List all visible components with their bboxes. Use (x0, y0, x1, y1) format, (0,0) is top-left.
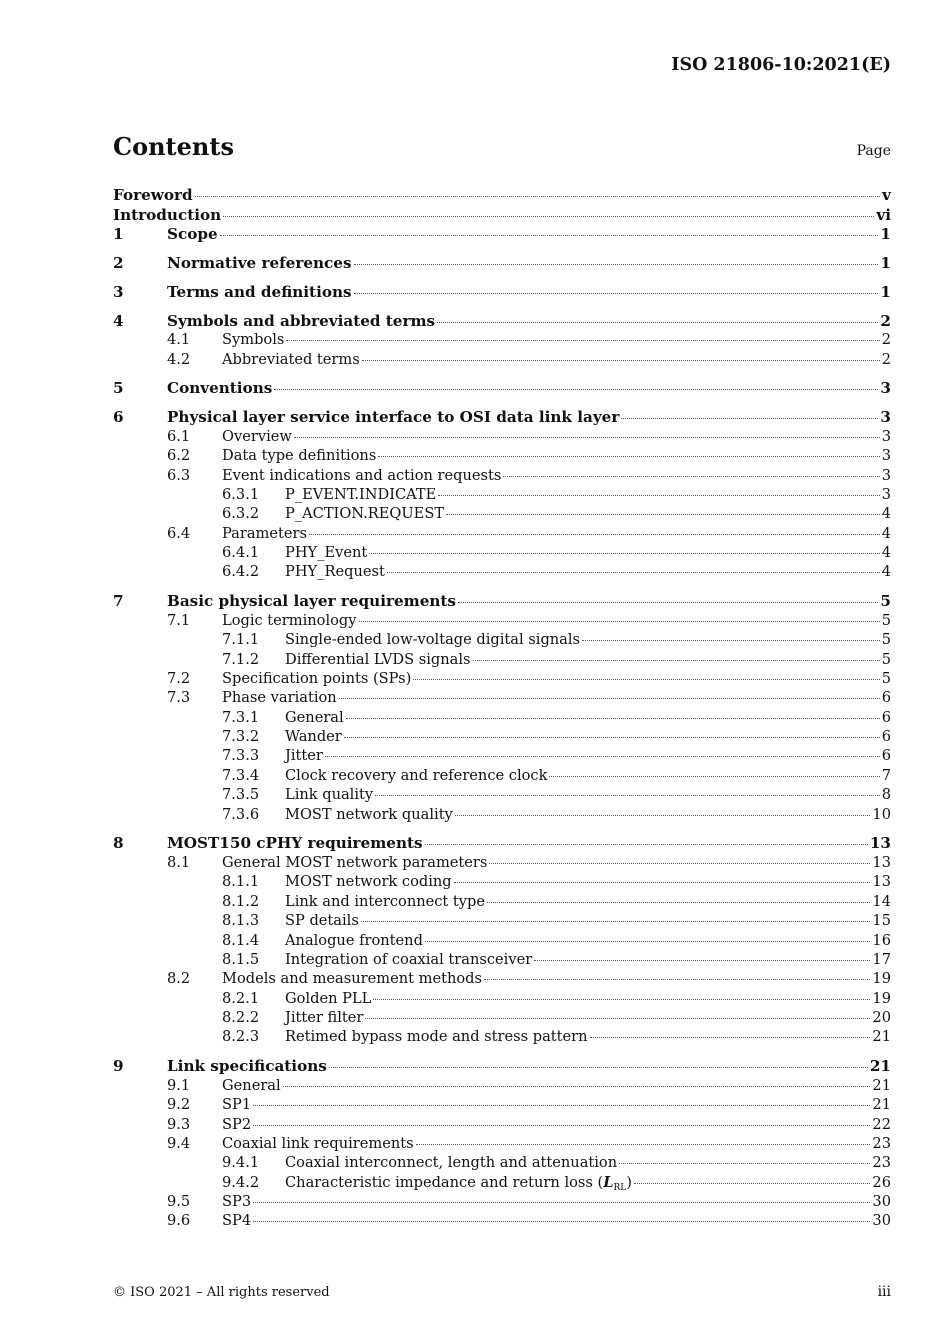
toc-entry[interactable] (113, 786, 891, 805)
toc-entry-page: 2 (881, 350, 891, 368)
toc-entry-number: 6.4.1 (222, 544, 260, 562)
toc-entry[interactable] (113, 728, 891, 747)
toc-entry-number: 8.1.4 (222, 931, 260, 949)
toc-entry-number: 2 (113, 253, 124, 272)
toc-entry[interactable] (113, 544, 891, 563)
toc-entry-page: 3 (880, 408, 891, 427)
toc-entry-number: 1 (113, 225, 124, 243)
toc-entry[interactable] (113, 505, 891, 524)
toc-entry-page: 5 (880, 592, 891, 611)
toc-entry-number: 7.3.4 (222, 766, 260, 784)
toc-entry-page: 3 (881, 466, 891, 484)
toc-entry-number: 5 (113, 379, 124, 398)
toc-entry-number: 9.4.1 (222, 1154, 260, 1172)
toc-entry-number: 7.3.3 (222, 747, 260, 765)
dot-leader (373, 999, 870, 1000)
toc-entry[interactable] (113, 486, 891, 505)
toc-entry-title: Introduction (113, 205, 222, 224)
toc-entry-page: 4 (881, 563, 891, 581)
toc-entry-page: 13 (869, 834, 891, 853)
toc-entry-number: 8 (113, 834, 124, 853)
toc-entry[interactable] (113, 747, 891, 766)
toc-entry-title: SP details (285, 912, 359, 930)
toc-entry[interactable] (113, 709, 891, 728)
toc-entry-title: Event indications and action requests (222, 466, 502, 484)
toc-entry-number: 6.2 (167, 447, 191, 465)
toc-entry-page: 5 (881, 611, 891, 629)
dot-leader (283, 1086, 871, 1087)
toc-entry-number: 7.3 (167, 689, 191, 707)
toc-entry-title: Retimed bypass mode and stress pattern (285, 1028, 588, 1046)
toc-entry-title: MOST network quality (285, 805, 453, 823)
toc-entry-title: Wander (285, 728, 342, 746)
toc-entry[interactable] (113, 689, 891, 708)
dot-leader (446, 514, 880, 515)
toc-entry-title: Symbols and abbreviated terms (167, 311, 436, 330)
toc-entry[interactable] (113, 854, 891, 873)
toc-entry-page: 21 (872, 1096, 891, 1114)
toc-entry-page: 5 (881, 631, 891, 649)
toc-entry-page: 6 (881, 689, 891, 707)
dot-leader (590, 1037, 871, 1038)
toc-entry-title: Basic physical layer requirements (167, 592, 456, 611)
toc-entry-title: PHY_Request (285, 563, 385, 581)
toc-entry-title: Data type definitions (222, 447, 377, 465)
toc-entry[interactable] (113, 1154, 891, 1173)
toc-entry[interactable] (113, 447, 891, 466)
toc-entry-number: 6.3.1 (222, 485, 260, 503)
toc-entry[interactable] (113, 1135, 891, 1154)
toc-entry[interactable] (113, 1028, 891, 1047)
dot-leader (473, 660, 880, 661)
toc-entry-title: Parameters (222, 524, 307, 542)
toc-entry-title: Coaxial interconnect, length and attenuation (285, 1154, 618, 1172)
toc-entry[interactable] (113, 206, 891, 226)
toc-entry-number: 7.3.1 (222, 708, 260, 726)
toc-entry-title: Link specifications (167, 1057, 327, 1076)
toc-entry-title: P_ACTION.REQUEST (285, 505, 445, 523)
toc-entry-number: 8.2.3 (222, 1028, 260, 1046)
dot-leader (487, 902, 870, 903)
toc-entry[interactable] (113, 1096, 891, 1115)
toc-entry-title: Normative references (167, 253, 352, 272)
toc-entry-number: 8.1.2 (222, 892, 260, 910)
toc-entry-title: MOST150 cPHY requirements (167, 834, 423, 853)
dot-leader (274, 389, 878, 390)
toc-entry-title: Conventions (167, 379, 273, 398)
toc-entry[interactable] (113, 467, 891, 486)
toc-entry-title: Terms and definitions (167, 282, 352, 301)
toc-entry-title: Overview (222, 427, 292, 445)
toc-entry-number: 6.1 (167, 427, 191, 445)
toc-entry-page: 8 (881, 786, 891, 804)
toc-entry[interactable] (113, 670, 891, 689)
dot-leader (361, 921, 871, 922)
dot-leader (454, 882, 871, 883)
toc-entry-title: Phase variation (222, 689, 337, 707)
toc-entry-number: 7.2 (167, 669, 191, 687)
toc-entry-title: Specification points (SPs) (222, 669, 412, 687)
toc-entry-number: 9 (113, 1057, 124, 1076)
toc-entry[interactable] (113, 1077, 891, 1096)
toc-entry-page: 15 (872, 912, 891, 930)
toc-entry-title: SP2 (222, 1115, 252, 1133)
toc-entry-page: 30 (872, 1212, 891, 1230)
toc-entry-page: 16 (872, 931, 891, 949)
toc-entry-number: 4.2 (167, 350, 191, 368)
dot-leader (437, 322, 878, 323)
dot-leader (503, 476, 879, 477)
toc-entry-page: 1 (880, 225, 891, 243)
toc-entry[interactable] (113, 806, 891, 825)
toc-entry-page: 30 (872, 1193, 891, 1211)
toc-entry[interactable] (113, 970, 891, 989)
toc-entry-page: 13 (872, 873, 891, 891)
toc-entry-number: 4.1 (167, 331, 191, 349)
toc-entry[interactable] (113, 379, 891, 399)
toc-entry-page: 14 (872, 892, 891, 910)
toc-entry[interactable] (113, 834, 891, 854)
toc-entry[interactable] (113, 990, 891, 1009)
toc-entry[interactable] (113, 873, 891, 892)
dot-leader (387, 572, 880, 573)
toc-entry-number: 4 (113, 311, 124, 330)
dot-leader (354, 264, 879, 265)
toc-entry[interactable] (113, 612, 891, 631)
toc-entry-number: 9.1 (167, 1076, 191, 1094)
dot-leader (253, 1105, 870, 1106)
toc-entry[interactable] (113, 767, 891, 786)
toc-entry-number: 8.1.1 (222, 873, 260, 891)
toc-entry[interactable] (113, 651, 891, 670)
toc-entry-number: 6.4 (167, 524, 191, 542)
toc-entry-page: 20 (872, 1009, 891, 1027)
toc-entry-page: 7 (881, 766, 891, 784)
toc-entry-title: SP1 (222, 1096, 252, 1114)
dot-leader (195, 196, 881, 197)
toc-entry-number: 6 (113, 408, 124, 427)
dot-leader (339, 698, 880, 699)
dot-leader (354, 293, 879, 294)
toc-entry[interactable] (113, 186, 891, 206)
toc-entry-number: 7.1.2 (222, 650, 260, 668)
dot-leader (286, 340, 879, 341)
toc-entry[interactable] (113, 1009, 891, 1028)
dot-leader (362, 360, 880, 361)
toc-entry-number: 6.4.2 (222, 563, 260, 581)
toc-entry-page: 23 (872, 1154, 891, 1172)
dot-leader (484, 979, 870, 980)
toc-entry-page: 17 (872, 950, 891, 968)
page-column-label: Page (856, 143, 891, 159)
toc-entry[interactable] (113, 1212, 891, 1231)
toc-entry-page: 3 (881, 427, 891, 445)
dot-leader (416, 1144, 871, 1145)
dot-leader (375, 795, 880, 796)
toc-entry-title: General (285, 708, 344, 726)
toc-entry-number: 6.3 (167, 466, 191, 484)
dot-leader (413, 679, 879, 680)
toc-entry[interactable] (113, 563, 891, 582)
toc-entry-number: 6.3.2 (222, 505, 260, 523)
toc-entry-title: Link and interconnect type (285, 892, 486, 910)
toc-entry-title: Jitter filter (285, 1009, 364, 1027)
toc-entry-number: 7 (113, 592, 124, 611)
dot-leader (325, 756, 880, 757)
toc-entry-number: 7.3.6 (222, 805, 260, 823)
dot-leader (253, 1125, 870, 1126)
dot-leader (294, 437, 880, 438)
dot-leader (346, 718, 880, 719)
dot-leader (438, 495, 879, 496)
toc-entry-number: 7.3.5 (222, 786, 260, 804)
toc-entry-page: 22 (872, 1115, 891, 1133)
toc-entry[interactable] (113, 1116, 891, 1135)
toc-entry-title: Foreword (113, 186, 193, 204)
toc-entry-number: 8.2.2 (222, 1009, 260, 1027)
contents-heading: Contents (113, 132, 234, 161)
toc-entry-number: 9.4 (167, 1134, 191, 1152)
toc-entry-number: 8.2.1 (222, 989, 260, 1007)
toc-entry-title: Golden PLL (285, 989, 372, 1007)
toc-entry-title: PHY_Event (285, 544, 368, 562)
toc-entry-number: 9.4.2 (222, 1173, 260, 1191)
toc-entry-number: 9.2 (167, 1096, 191, 1114)
dot-leader (220, 235, 879, 236)
toc-entry-page: 1 (880, 253, 891, 272)
toc-entry-page: 21 (869, 1057, 891, 1076)
toc-entry-page: 21 (872, 1076, 891, 1094)
toc-entry-page: vi (876, 205, 891, 224)
toc-entry-page: 19 (872, 989, 891, 1007)
toc-entry-page: 2 (880, 311, 891, 330)
toc-entry-number: 7.1 (167, 611, 191, 629)
toc-entry-page: 3 (880, 379, 891, 398)
toc-entry[interactable] (113, 1057, 891, 1077)
toc-entry[interactable] (113, 525, 891, 544)
toc-entry-page: 6 (881, 747, 891, 765)
dot-leader (425, 844, 868, 845)
dot-leader (329, 1067, 868, 1068)
table-of-contents (113, 186, 891, 1232)
dot-leader (534, 960, 870, 961)
toc-entry-page: 10 (872, 805, 891, 823)
toc-entry-title: Symbols (222, 331, 285, 349)
dot-leader (223, 216, 874, 217)
toc-entry-page: 4 (881, 505, 891, 523)
dot-leader (455, 815, 871, 816)
dot-leader (378, 456, 879, 457)
dot-leader (549, 776, 879, 777)
toc-entry[interactable] (113, 331, 891, 350)
toc-entry-number: 8.1.5 (222, 950, 260, 968)
page-number: iii (877, 1284, 891, 1300)
toc-entry-page: 5 (881, 669, 891, 687)
dot-leader (359, 621, 880, 622)
dot-leader (619, 1163, 870, 1164)
dot-leader (634, 1183, 870, 1184)
toc-entry-page: 4 (881, 524, 891, 542)
toc-entry-number: 7.3.2 (222, 728, 260, 746)
toc-entry-number: 8.1.3 (222, 912, 260, 930)
toc-entry-title: General MOST network parameters (222, 853, 488, 871)
toc-entry-page: 3 (881, 485, 891, 503)
toc-entry[interactable] (113, 312, 891, 332)
toc-entry-page: 4 (881, 544, 891, 562)
toc-entry-title: Analogue frontend (285, 931, 423, 949)
document-id: ISO 21806-10:2021(E) (671, 55, 891, 75)
toc-entry[interactable] (113, 254, 891, 274)
dot-leader (458, 602, 878, 603)
dot-leader (369, 553, 879, 554)
toc-entry-number: 8.2 (167, 970, 191, 988)
toc-entry[interactable] (113, 912, 891, 931)
toc-entry-title: Models and measurement methods (222, 970, 482, 988)
toc-entry[interactable] (113, 428, 891, 447)
toc-entry-number: 9.5 (167, 1193, 191, 1211)
toc-entry[interactable] (113, 592, 891, 612)
toc-entry[interactable] (113, 225, 891, 245)
dot-leader (621, 418, 878, 419)
toc-entry-number: 7.1.1 (222, 631, 260, 649)
toc-entry[interactable] (113, 1174, 891, 1193)
toc-entry-page: 5 (881, 650, 891, 668)
toc-entry[interactable] (113, 893, 891, 912)
toc-entry-title: SP4 (222, 1212, 252, 1230)
toc-entry-title: Link quality (285, 786, 374, 804)
toc-entry-title: Differential LVDS signals (285, 650, 471, 668)
toc-entry[interactable] (113, 283, 891, 303)
toc-entry[interactable] (113, 351, 891, 370)
toc-entry-page: 2 (881, 331, 891, 349)
copyright-notice: © ISO 2021 – All rights reserved (113, 1285, 330, 1300)
dot-leader (253, 1221, 870, 1222)
dot-leader (253, 1202, 870, 1203)
toc-entry-number: 9.3 (167, 1115, 191, 1133)
toc-entry[interactable] (113, 408, 891, 428)
toc-entry-page: 26 (872, 1173, 891, 1191)
dot-leader (309, 534, 880, 535)
toc-entry-number: 8.1 (167, 853, 191, 871)
toc-entry-number: 3 (113, 282, 124, 301)
toc-entry[interactable] (113, 631, 891, 650)
dot-leader (582, 640, 880, 641)
toc-entry-title: Logic terminology (222, 611, 357, 629)
toc-entry-title: MOST network coding (285, 873, 452, 891)
toc-entry-title: Clock recovery and reference clock (285, 766, 548, 784)
toc-entry-title: Coaxial link requirements (222, 1134, 414, 1152)
toc-entry[interactable] (113, 932, 891, 951)
toc-entry-page: v (882, 186, 891, 204)
dot-leader (489, 863, 870, 864)
dot-leader (425, 941, 871, 942)
toc-entry[interactable] (113, 951, 891, 970)
toc-entry-title: Physical layer service interface to OSI data link layer (167, 408, 620, 427)
toc-entry-title: Integration of coaxial transceiver (285, 950, 533, 968)
toc-entry-title: P_EVENT.INDICATE (285, 485, 437, 503)
toc-entry-title: Characteristic impedance and return loss $(L_{RL})$ (285, 1173, 632, 1193)
dot-leader (344, 737, 880, 738)
toc-entry-title: Abbreviated terms (222, 350, 360, 368)
toc-entry-title: Single-ended low-voltage digital signals (285, 631, 581, 649)
toc-entry-page: 23 (872, 1134, 891, 1152)
toc-entry-title: General (222, 1076, 281, 1094)
toc-entry-number: 9.6 (167, 1212, 191, 1230)
toc-entry-page: 6 (881, 708, 891, 726)
toc-entry-page: 13 (872, 853, 891, 871)
toc-entry-page: 1 (880, 282, 891, 301)
toc-entry-page: 19 (872, 970, 891, 988)
dot-leader (365, 1018, 870, 1019)
toc-entry-title: SP3 (222, 1193, 252, 1211)
toc-entry-title: Jitter (285, 747, 323, 765)
toc-entry-page: 3 (881, 447, 891, 465)
toc-entry-page: 21 (872, 1028, 891, 1046)
toc-entry[interactable] (113, 1193, 891, 1212)
toc-entry-page: 6 (881, 728, 891, 746)
toc-entry-title: Scope (167, 225, 218, 243)
